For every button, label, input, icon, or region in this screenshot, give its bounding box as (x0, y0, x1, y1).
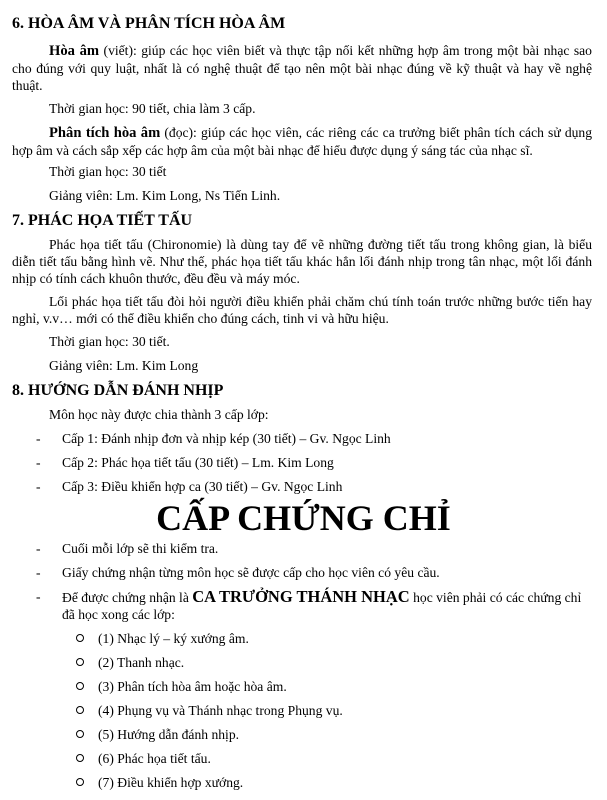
level-text: Cấp 2: Phác họa tiết tấu (30 tiết) – Lm. Kim Long (62, 455, 334, 470)
choir-leader-title: CA TRƯỞNG THÁNH NHẠC (192, 587, 410, 606)
required-course-item (76, 774, 576, 791)
section-8-level-item (36, 430, 592, 447)
required-course-item (76, 654, 576, 671)
hollow-circle-bullet-icon (76, 634, 84, 642)
certificate-title: CẤP CHỨNG CHỈ (156, 498, 451, 538)
section-8-level-item (36, 478, 592, 495)
required-course-text: (7) Điều khiển hợp xướng. (98, 775, 244, 790)
section-6-heading: 6. HÒA ÂM VÀ PHÂN TÍCH HÒA ÂM (12, 15, 286, 32)
dash-bullet: - (36, 431, 41, 446)
required-course-item (76, 750, 576, 767)
section-6-teacher: Giảng viên: Lm. Kim Long, Ns Tiến Linh. (49, 188, 281, 203)
dash-bullet: - (36, 589, 41, 604)
required-course-item (76, 678, 576, 695)
hollow-circle-bullet-icon (76, 754, 84, 762)
required-course-item (76, 726, 576, 743)
hollow-circle-bullet-icon (76, 682, 84, 690)
analysis-description: (đọc): giúp các học viên, các riêng các ca trưởng biết phân tích cách sử dụng hợp âm và cách sắp xếp các hợp âm của một bài nhạc để hiểu được dụng ý sáng tác của nhạc sĩ. (12, 125, 593, 158)
section-6-paragraph-harmony (12, 42, 592, 94)
section-8-intro: Môn học này được chia thành 3 cấp lớp: (49, 407, 269, 422)
required-course-text: (6) Phác họa tiết tấu. (98, 751, 211, 766)
dash-bullet: - (36, 479, 41, 494)
hollow-circle-bullet-icon (76, 778, 84, 786)
section-6-study-time-1: Thời gian học: 90 tiết, chia làm 3 cấp. (49, 101, 256, 116)
section-7-study-time: Thời gian học: 30 tiết. (49, 334, 170, 349)
hollow-circle-bullet-icon (76, 730, 84, 738)
certificate-item-text: Giấy chứng nhận từng môn học sẽ được cấp cho học viên có yêu cầu. (62, 565, 440, 580)
hollow-circle-bullet-icon (76, 706, 84, 714)
certificate-item (36, 540, 592, 557)
section-8-heading: 8. HƯỚNG DẪN ĐÁNH NHỊP (12, 382, 224, 399)
section-6-study-time-2: Thời gian học: 30 tiết (49, 164, 167, 179)
section-6-paragraph-analysis (12, 124, 592, 159)
section-7-paragraph-2: Lối phác họa tiết tấu đòi hỏi người điều khiển phải chăm chú tính toán trước những bước tiến hay nghỉ, v.v… mới có thể điều khiển cho đúng cách, tinh vi và hữu hiệu. (12, 294, 592, 326)
certificate-item-choir-leader (36, 588, 592, 623)
section-7-heading: 7. PHÁC HỌA TIẾT TẤU (12, 212, 193, 229)
section-8-level-item (36, 454, 592, 471)
dash-bullet: - (36, 541, 41, 556)
harmony-description: (viết): giúp các học viên biết và thực tập nối kết những hợp âm trong một bài nhạc sao cho đúng với quy luật, nhất là có nghệ thuật để tạo nên một bài nhạc đúng về kỹ thuật và hay về nghệ thuật. (12, 43, 592, 93)
required-course-text: (1) Nhạc lý – ký xướng âm. (98, 631, 249, 646)
section-7-teacher: Giảng viên: Lm. Kim Long (49, 358, 199, 373)
certificate-item (36, 564, 592, 581)
requirement-lead-text: Để được chứng nhận là (62, 590, 193, 605)
section-7-paragraph-1: Phác họa tiết tấu (Chironomie) là dùng tay để vẽ những đường tiết tấu trong không gian, là biểu diễn tiết tấu bằng hình vẽ. Như thế, phác họa tiết tấu khác hẳn lối đánh nhịp trong tân nhạc, một lối đánh nhịp có tính cách khuôn thước, đều đều và máy móc. (12, 237, 592, 286)
required-course-text: (2) Thanh nhạc. (98, 655, 185, 670)
hollow-circle-bullet-icon (76, 658, 84, 666)
required-course-text: (4) Phụng vụ và Thánh nhạc trong Phụng vụ. (98, 703, 343, 718)
required-course-text: (3) Phân tích hòa âm hoặc hòa âm. (98, 679, 287, 694)
dash-bullet: - (36, 565, 41, 580)
level-text: Cấp 3: Điều khiển hợp ca (30 tiết) – Gv. Ngọc Linh (62, 479, 343, 494)
term-harmony: Hòa âm (49, 43, 100, 59)
required-course-item (76, 702, 576, 719)
term-harmony-analysis: Phân tích hòa âm (49, 125, 161, 141)
required-course-text: (5) Hướng dẫn đánh nhịp. (98, 727, 240, 742)
requirement-trailing-text: học viên phải có các chứng chỉ đã học xong các lớp: (62, 590, 582, 622)
required-course-item (76, 630, 576, 647)
level-text: Cấp 1: Đánh nhịp đơn và nhịp kép (30 tiết) – Gv. Ngọc Linh (62, 431, 391, 446)
dash-bullet: - (36, 455, 41, 470)
choir-leader-requirement (36, 588, 592, 623)
certificate-item-text: Cuối mỗi lớp sẽ thi kiểm tra. (62, 541, 219, 556)
